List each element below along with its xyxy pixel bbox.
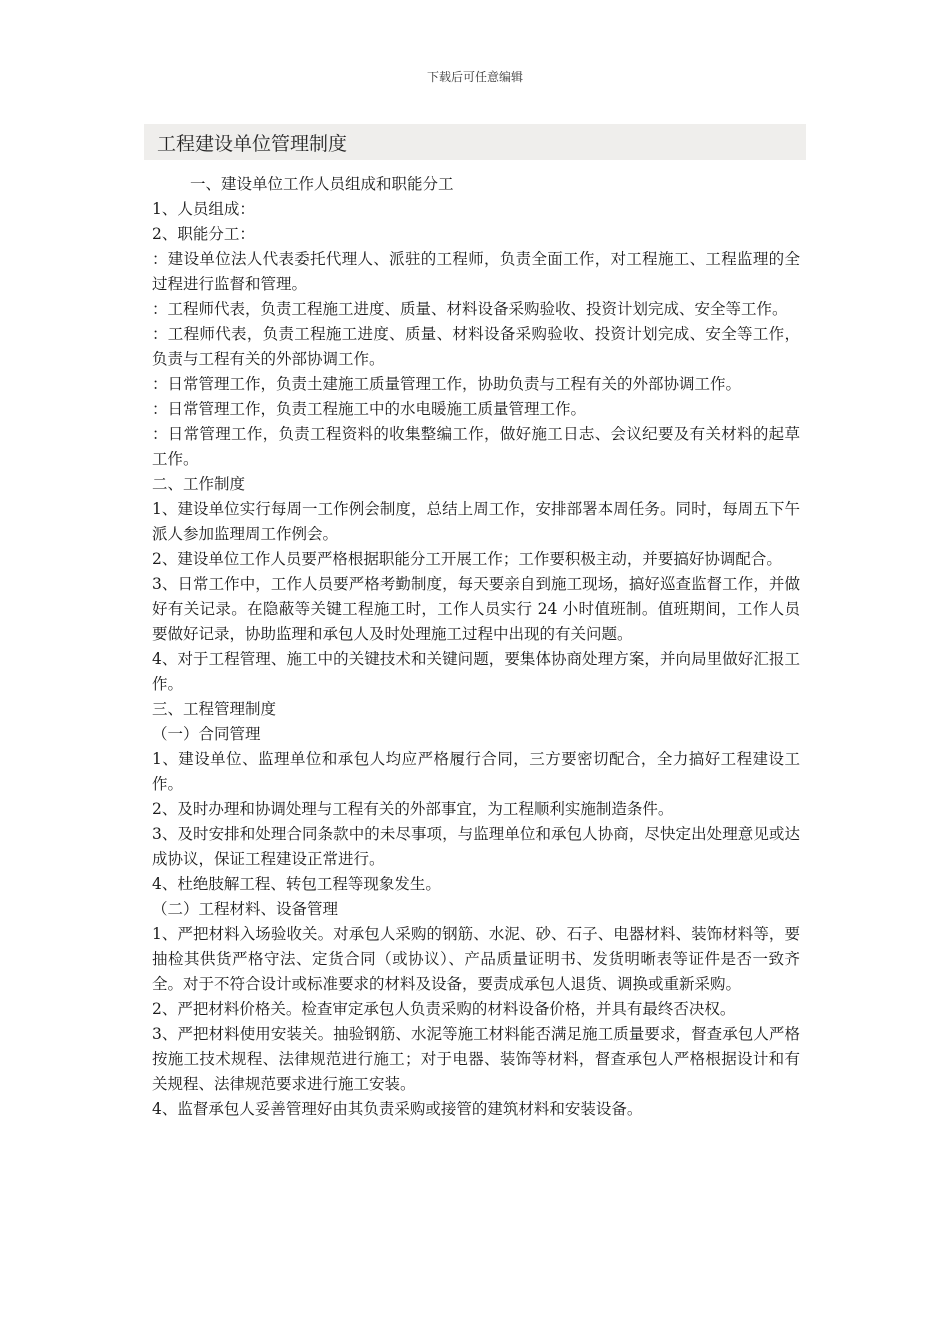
paragraph: ：日常管理工作，负责工程施工中的水电暖施工质量管理工作。 — [152, 400, 587, 418]
document-title: 工程建设单位管理制度 — [157, 132, 348, 155]
paragraph: ：日常管理工作，负责土建施工质量管理工作，协助负责与工程有关的外部协调工作。 — [152, 375, 742, 393]
paragraph: 2、职能分工： — [152, 225, 255, 243]
paragraph: 三、工程管理制度 — [152, 700, 277, 718]
paragraph: 1、严把材料入场验收关。对承包人采购的钢筋、水泥、砂、石子、电器材料、装饰材料等，要抽检其供货严格守法、定货合同（或协议）、产品质量证明书、发货明晰表等证件是否一致齐全。对于不符合设计或标准要求的材料及设备，要责成承包人退货、调换或重新采购。 — [152, 925, 800, 993]
paragraph: ：建设单位法人代表委托代理人、派驻的工程师，负责全面工作，对工程施工、工程监理的全过程进行监督和管理。 — [152, 250, 800, 293]
paragraph: ：工程师代表，负责工程施工进度、质量、材料设备采购验收、投资计划完成、安全等工作。 — [152, 300, 788, 318]
paragraph: 2、严把材料价格关。检查审定承包人负责采购的材料设备价格，并具有最终否决权。 — [152, 1000, 736, 1018]
paragraph: 1、人员组成： — [152, 200, 255, 218]
paragraph: 1、建设单位实行每周一工作例会制度，总结上周工作，安排部署本周任务。同时，每周五下午派人参加监理周工作例会。 — [152, 500, 800, 543]
header-note: 下载后可任意编辑 — [426, 70, 523, 84]
paragraph: 4、对于工程管理、施工中的关键技术和关键问题，要集体协商处理方案，并向局里做好汇报工作。 — [152, 650, 800, 693]
paragraph: ：日常管理工作，负责工程资料的收集整编工作，做好施工日志、会议纪要及有关材料的起草工作。 — [152, 425, 800, 468]
paragraph: 2、及时办理和协调处理与工程有关的外部事宜，为工程顺利实施制造条件。 — [152, 800, 674, 818]
paragraph: 4、杜绝肢解工程、转包工程等现象发生。 — [152, 875, 441, 893]
paragraph: 4、监督承包人妥善管理好由其负责采购或接管的建筑材料和安装设备。 — [152, 1100, 643, 1118]
paragraph: 3、日常工作中，工作人员要严格考勤制度，每天要亲自到施工现场，搞好巡查监督工作，并做好有关记录。在隐蔽等关键工程施工时，工作人员实行 24 小时值班制。值班期间，工作人员要做好记录，协助监理和承包人及时处理施工过程中出现的有关问题。 — [152, 575, 800, 643]
paragraph: 二、工作制度 — [152, 475, 246, 493]
paragraph: （二）工程材料、设备管理 — [152, 900, 339, 918]
paragraph: 1、建设单位、监理单位和承包人均应严格履行合同，三方要密切配合，全力搞好工程建设工作。 — [152, 750, 800, 793]
paragraph: 2、建设单位工作人员要严格根据职能分工开展工作；工作要积极主动，并要搞好协调配合。 — [152, 550, 782, 568]
paragraph: 一、建设单位工作人员组成和职能分工 — [190, 175, 454, 193]
paragraph: ：工程师代表，负责工程施工进度、质量、材料设备采购验收、投资计划完成、安全等工作，负责与工程有关的外部协调工作。 — [152, 325, 800, 368]
paragraph: （一）合同管理 — [152, 725, 261, 743]
document-title-bar — [144, 124, 806, 160]
paragraph: 3、及时安排和处理合同条款中的未尽事项，与监理单位和承包人协商，尽快定出处理意见或达成协议，保证工程建设正常进行。 — [152, 825, 800, 868]
paragraph: 3、严把材料使用安装关。抽验钢筋、水泥等施工材料能否满足施工质量要求，督查承包人严格按施工技术规程、法律规范进行施工；对于电器、装饰等材料，督查承包人严格根据设计和有关规程、法律规范要求进行施工安装。 — [152, 1025, 800, 1093]
document-body — [152, 172, 800, 1122]
